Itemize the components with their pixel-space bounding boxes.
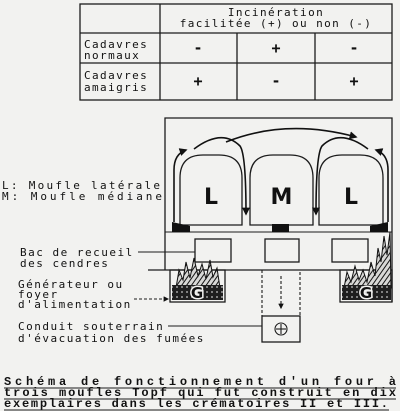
conduit-label-1: Conduit souterrain xyxy=(18,320,165,333)
ash-bin-left xyxy=(195,239,231,262)
table-cell: + xyxy=(349,72,359,90)
generator-letter-right: G xyxy=(359,284,373,302)
opening-left xyxy=(172,222,190,232)
legend-median: M: Moufle médiane xyxy=(2,190,162,203)
table-cell: - xyxy=(349,39,359,57)
row-label-normaux-1: Cadavres xyxy=(84,38,149,51)
flame-arrow-right-over xyxy=(316,138,368,214)
generator-label-1: Générateur ou xyxy=(18,278,124,291)
table-cell: + xyxy=(271,39,281,57)
caption xyxy=(4,375,396,411)
generator-label-2: foyer xyxy=(18,288,59,301)
table-cell: + xyxy=(193,72,203,90)
caption-line-1: Schéma de fonctionnement d'un four à xyxy=(4,375,396,389)
opening-right xyxy=(370,222,388,232)
legend-lateral: L: Moufle latérale xyxy=(2,179,160,192)
table-header-line-2: facilitée (+) ou non (-) xyxy=(179,17,373,30)
flame-arrow-left-over xyxy=(194,138,246,214)
muffle-letter-right: L xyxy=(343,185,359,210)
ash-bin-right xyxy=(332,239,368,262)
muffle-letter-median: M xyxy=(270,185,293,210)
caption-line-2: trois moufles Topf qui fut construit en dix xyxy=(4,386,396,400)
generator-letter-left: G xyxy=(190,284,204,302)
ash-bin-label-2: des cendres xyxy=(20,257,110,270)
table-cell: - xyxy=(193,39,203,57)
table-cell: - xyxy=(271,72,281,90)
table-header-line-1: Incinération xyxy=(227,6,325,19)
flame-arrow-top-over xyxy=(226,129,356,142)
ash-bin-label-1: Bac de recueil xyxy=(20,246,134,259)
comparison-table xyxy=(80,4,392,100)
opening-median xyxy=(272,224,289,232)
row-label-normaux-2: normaux xyxy=(84,49,141,62)
ash-bin-median xyxy=(265,239,299,262)
row-label-amaigris-2: amaigris xyxy=(84,81,149,94)
conduit-label-2: d'évacuation des fumées xyxy=(18,332,205,345)
row-label-amaigris-1: Cadavres xyxy=(84,69,149,82)
caption-line-3: exemplaires dans les crématoires II et III. xyxy=(4,397,388,411)
muffle-letter-left: L xyxy=(203,185,219,210)
generator-label-3: d'alimentation xyxy=(18,298,132,311)
